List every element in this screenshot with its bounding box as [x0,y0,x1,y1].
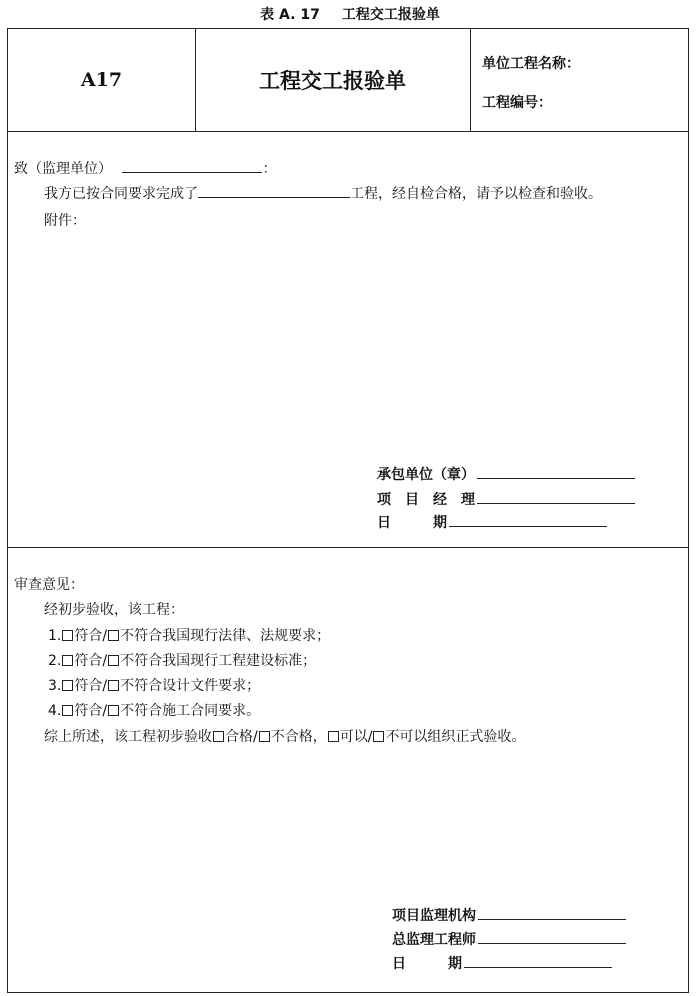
form-code: A17 [80,69,123,91]
not-comply-checkbox-1[interactable] [108,630,119,641]
header-bottom-line [8,131,688,132]
form-frame [7,28,689,993]
review-item-1: 1. 符合/ 不符合我国现行法律、法规要求； [48,628,331,644]
fail-checkbox[interactable] [259,731,270,742]
review-date-field[interactable] [464,953,612,968]
not-comply-checkbox-4[interactable] [108,705,119,716]
application-date-field[interactable] [449,512,607,527]
application-date-label: 日 期 [377,515,447,531]
manager-field[interactable] [477,489,635,504]
project-work-field[interactable] [198,183,350,198]
project-name-label: 单位工程名称： [482,56,580,72]
supervisor-unit-field[interactable] [122,158,262,173]
chief-field[interactable] [478,929,626,944]
agency-field[interactable] [478,905,626,920]
review-intro: 经初步验收，该工程： [44,602,184,618]
contractor-field[interactable] [477,464,635,479]
chief-label: 总监理工程师 [392,932,476,948]
agency-row [392,905,626,925]
review-title: 审查意见： [14,577,84,593]
to-colon: ： [262,161,277,177]
attachment-label: 附件： [44,213,86,229]
comply-checkbox-3[interactable] [62,680,73,691]
review-item-2: 2. 符合/ 不符合我国现行工程建设标准； [48,653,317,669]
table-caption [0,4,700,24]
section-divider-line [8,547,688,548]
table-number: 表 A. 17 [260,7,320,23]
table-caption-title: 工程交工报验单 [341,7,440,23]
comply-checkbox-2[interactable] [62,655,73,666]
contractor-label: 承包单位（章） [377,467,475,483]
review-date-label: 日 期 [392,956,462,972]
to-line [14,158,276,178]
chief-row [392,929,626,949]
header-divider-right [470,29,471,131]
manager-row [377,489,635,509]
review-item-3: 3. 符合/ 不符合设计文件要求； [48,678,261,694]
manager-label: 项 目 经 理 [377,492,475,508]
contractor-row [377,464,635,484]
can-accept-checkbox[interactable] [328,731,339,742]
project-no-label: 工程编号： [482,95,552,111]
statement-line [44,183,602,203]
comply-checkbox-1[interactable] [62,630,73,641]
review-summary: 综上所述，该工程初步验收 合格/ 不合格， 可以/ 不可以组织正式验收。 [44,729,526,745]
statement-before: 我方已按合同要求完成了 [44,186,198,202]
cannot-accept-checkbox[interactable] [373,731,384,742]
not-comply-checkbox-3[interactable] [108,680,119,691]
statement-after: 工程，经自检合格，请予以检查和验收。 [350,186,602,202]
review-date-row [392,953,612,973]
agency-label: 项目监理机构 [392,908,476,924]
not-comply-checkbox-2[interactable] [108,655,119,666]
comply-checkbox-4[interactable] [62,705,73,716]
to-label: 致（监理单位） [14,161,112,177]
pass-checkbox[interactable] [213,731,224,742]
review-item-4: 4. 符合/ 不符合施工合同要求。 [48,703,261,719]
form-title: 工程交工报验单 [259,69,406,93]
application-date-row [377,512,607,532]
